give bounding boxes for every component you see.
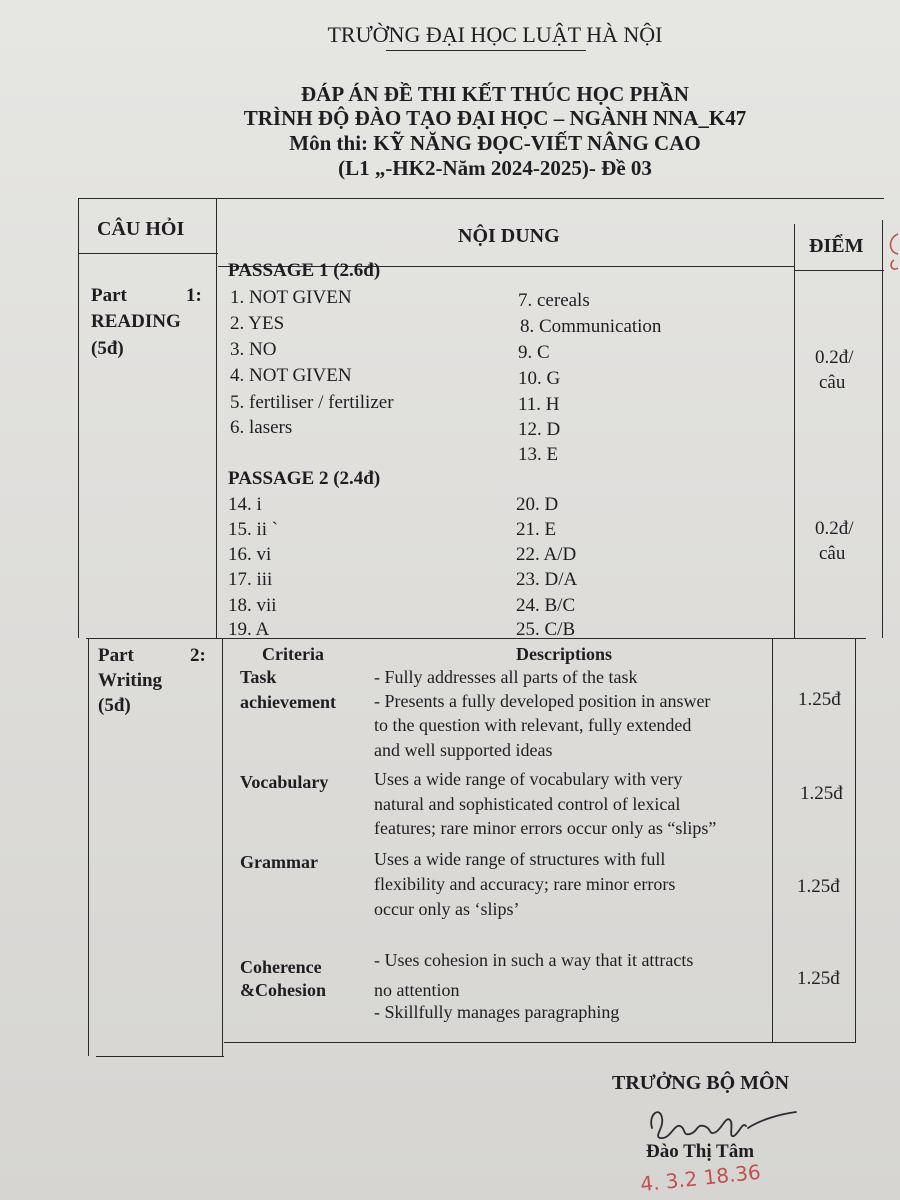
- criterion-cohesion: &Cohesion: [240, 980, 327, 1000]
- criterion-task: Task: [240, 667, 277, 687]
- answer-item: 18. vii: [228, 595, 277, 616]
- handwritten-signature: [630, 1098, 800, 1146]
- answer-item: 22. A/D: [516, 544, 577, 565]
- descriptions-header: Descriptions: [516, 644, 612, 664]
- answer-item: 2. YES: [230, 313, 285, 334]
- exam-title-line-3: Môn thi: KỸ NĂNG ĐỌC-VIẾT NÂNG CAO: [289, 131, 701, 155]
- exam-title-line-2: TRÌNH ĐỘ ĐÀO TẠO ĐẠI HỌC – NGÀNH NNA_K47: [243, 106, 747, 130]
- part1-label-reading: READING: [91, 311, 181, 332]
- column-header-content: NỘI DUNG: [458, 225, 560, 247]
- criterion-grammar: Grammar: [240, 852, 318, 872]
- description-line: and well supported ideas: [374, 740, 553, 760]
- criteria-header: Criteria: [262, 644, 324, 664]
- answer-item: 23. D/A: [516, 569, 578, 590]
- description-line: natural and sophisticated control of lexical: [374, 794, 681, 814]
- answer-item: 8. Communication: [520, 316, 662, 337]
- passage2-score-unit: câu: [819, 543, 846, 564]
- description-line: - Skillfully manages paragraphing: [374, 1002, 620, 1022]
- description-line: Uses a wide range of vocabulary with very: [374, 769, 683, 789]
- description-line: - Uses cohesion in such a way that it attracts: [374, 950, 694, 970]
- description-line: features; rare minor errors occur only as “slips”: [374, 818, 717, 838]
- answer-item: 24. B/C: [516, 595, 576, 616]
- answer-item: 20. D: [516, 494, 559, 515]
- answer-item: 1. NOT GIVEN: [230, 287, 352, 308]
- passage2-title: PASSAGE 2 (2.4đ): [228, 468, 381, 489]
- description-line: no attention: [374, 980, 460, 1000]
- signer-name: Đào Thị Tâm: [646, 1141, 755, 1162]
- part1-label-points: (5đ): [91, 338, 124, 359]
- description-line: - Presents a fully developed position in answer: [374, 691, 711, 711]
- passage1-title: PASSAGE 1 (2.6đ): [228, 260, 381, 281]
- answer-item: 12. D: [518, 419, 561, 440]
- answer-item: 11. H: [518, 394, 560, 415]
- part2-label-writing: Writing: [98, 670, 163, 691]
- answer-item: 10. G: [518, 368, 561, 389]
- answer-item: 16. vi: [228, 544, 272, 565]
- answer-item: 5. fertiliser / fertilizer: [230, 392, 394, 413]
- answer-item: 14. i: [228, 494, 262, 515]
- task-score: 1.25đ: [798, 689, 841, 710]
- exam-title-line-1: ĐÁP ÁN ĐỀ THI KẾT THÚC HỌC PHẦN: [301, 82, 689, 106]
- description-line: - Fully addresses all parts of the task: [374, 667, 638, 687]
- passage2-score: 0.2đ/: [815, 518, 854, 539]
- coherence-score: 1.25đ: [797, 968, 840, 989]
- passage1-score-unit: câu: [819, 372, 846, 393]
- vocabulary-score: 1.25đ: [800, 783, 843, 804]
- exam-title-line-4: (L1 „-HK2-Năm 2024-2025)- Đề 03: [338, 156, 652, 180]
- handwritten-date-note: 4. 3.2 18.36: [639, 1159, 762, 1197]
- part1-label-number: 1:: [186, 285, 202, 306]
- answer-item: 25. C/B: [516, 619, 576, 640]
- description-line: to the question with relevant, fully extended: [374, 715, 692, 735]
- answer-item: 7. cereals: [518, 290, 590, 311]
- answer-item: 13. E: [518, 444, 559, 465]
- criterion-vocabulary: Vocabulary: [240, 772, 329, 792]
- answer-item: 17. iii: [228, 569, 273, 590]
- university-underline: [386, 50, 586, 51]
- signer-title: TRƯỞNG BỘ MÔN: [612, 1072, 790, 1094]
- criterion-task-2: achievement: [240, 692, 336, 712]
- answer-item: 3. NO: [230, 339, 277, 360]
- part2-label-number: 2:: [190, 645, 206, 666]
- description-line: occur only as ‘slips’: [374, 899, 520, 919]
- grammar-score: 1.25đ: [797, 876, 840, 897]
- passage1-score: 0.2đ/: [815, 347, 854, 368]
- part2-label-part: Part: [98, 645, 134, 666]
- answer-item: 21. E: [516, 519, 557, 540]
- description-line: Uses a wide range of structures with full: [374, 849, 666, 869]
- column-header-score: ĐIỂM: [809, 235, 864, 257]
- answer-item: 4. NOT GIVEN: [230, 365, 352, 386]
- answer-item: 9. C: [518, 342, 550, 363]
- part1-label-part: Part: [91, 285, 127, 306]
- answer-item: 15. ii `: [228, 519, 279, 540]
- answer-item: 6. lasers: [230, 417, 293, 438]
- column-header-question: CÂU HỎI: [97, 218, 185, 240]
- university-name: TRƯỜNG ĐẠI HỌC LUẬT HÀ NỘI: [327, 22, 663, 47]
- red-pen-mark: [884, 230, 900, 274]
- answer-item: 19. A: [228, 619, 270, 640]
- criterion-coherence: Coherence: [240, 957, 322, 977]
- part2-label-points: (5đ): [98, 695, 131, 716]
- description-line: flexibility and accuracy; rare minor errors: [374, 874, 676, 894]
